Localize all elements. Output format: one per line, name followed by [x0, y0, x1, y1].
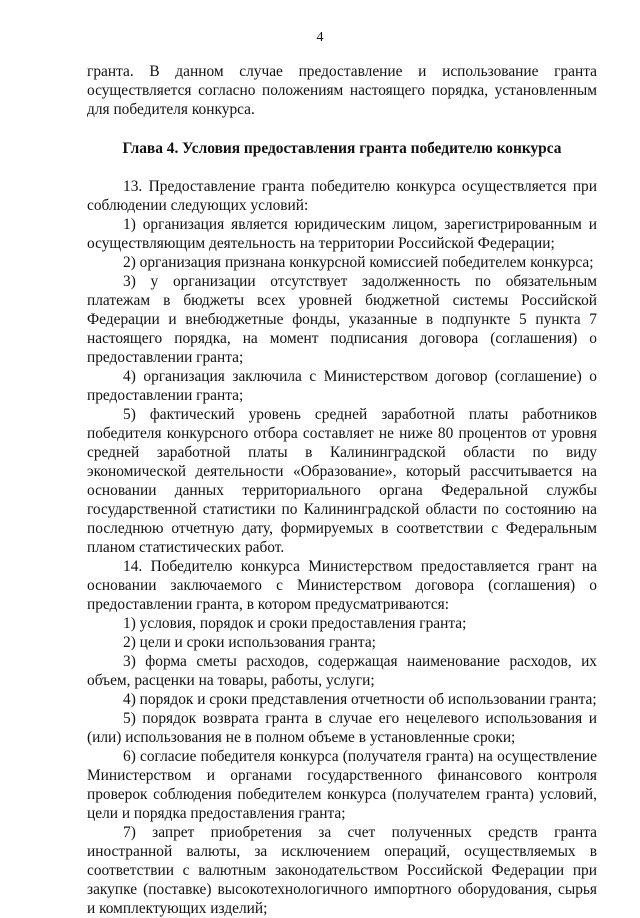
- paragraph-14-item-2: 2) цели и сроки использования гранта;: [123, 634, 376, 651]
- paragraph-14-item-1: 1) условия, порядок и сроки предоставления гранта;: [123, 615, 467, 632]
- paragraph-14-item-6: 6) согласие победителя конкурса (получателя гранта) на осуществление Министерством и органами государственного финансового контроля проверок соблюдения победителем конкурса (получателем гранта) условий, цели и порядка предоставления гранта;: [87, 748, 597, 822]
- paragraph-14-item-5: 5) порядок возврата гранта в случае его нецелевого использования и (или) использования не в полном объеме в установленные сроки;: [87, 710, 597, 746]
- paragraph-14-item-3: 3) форма сметы расходов, содержащая наименование расходов, их объем, расценки на товары, работы, услуги;: [87, 653, 597, 689]
- paragraph-13-item-1: 1) организация является юридическим лицом, зарегистрированным и осуществляющим деятельность на территории Российской Федерации;: [87, 216, 597, 252]
- paragraph-14-item-7: 7) запрет приобретения за счет полученных средств гранта иностранной валюты, за исключением операций, осуществляемых в соответствии с валютным законодательством Российской Федерации при закупке (поставке) высокотехнологичного импортного оборудования, сырья и комплектующих изделий;: [87, 824, 597, 917]
- chapter-heading: Глава 4. Условия предоставления гранта победителю конкурса: [122, 140, 562, 157]
- paragraph-13: 13. Предоставление гранта победителю конкурса осуществляется при соблюдении следующих условий:: [87, 178, 597, 214]
- intro-paragraph: гранта. В данном случае предоставление и использование гранта осуществляется согласно положениям настоящего порядка, установленным для победителя конкурса.: [87, 63, 597, 118]
- paragraph-13-item-2: 2) организация признана конкурсной комиссией победителем конкурса;: [123, 254, 594, 271]
- paragraph-13-item-4: 4) организация заключила с Министерством договор (соглашение) о предоставлении гранта;: [87, 368, 597, 404]
- page-content: [87, 62, 597, 918]
- paragraph-13-item-5: 5) фактический уровень средней заработной платы работников победителя конкурсного отбора составляет не ниже 80 процентов от уровня средней заработной платы в Калининградской области по виду экономической деятельности «Образование», который рассчитывается на основании данных территориального органа Федеральной службы государственной статистики по Калининградской области по состоянию на последнюю отчетную дату, формируемых в соответствии с Федеральным планом статистических работ.: [87, 406, 597, 556]
- page-number: 4: [316, 30, 324, 45]
- paragraph-14: 14. Победителю конкурса Министерством предоставляется грант на основании заключаемого с Министерством договора (соглашения) о предоставлении гранта, в котором предусматриваются:: [87, 558, 597, 613]
- paragraph-13-item-3: 3) у организации отсутствует задолженность по обязательным платежам в бюджеты всех уровней бюджетной системы Российской Федерации и внебюджетные фонды, указанные в подпункте 5 пункта 7 настоящего порядка, на момент подписания договора (соглашения) о предоставлении гранта;: [87, 273, 597, 366]
- paragraph-14-item-4: 4) порядок и сроки представления отчетности об использовании гранта;: [123, 691, 597, 708]
